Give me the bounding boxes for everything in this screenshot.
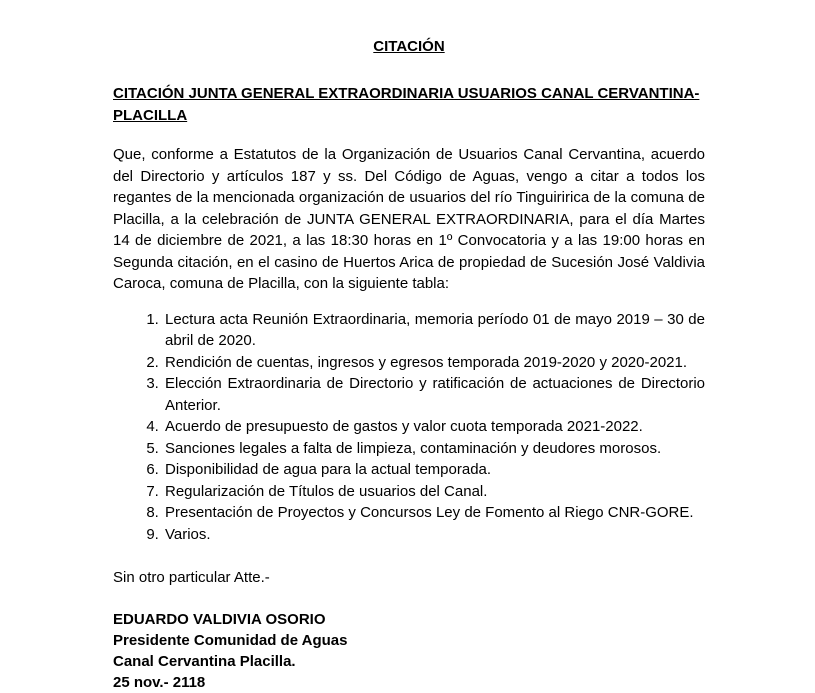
signature-organization: Canal Cervantina Placilla. [113, 653, 296, 670]
closing-line: Sin otro particular Atte.- [113, 569, 270, 586]
body-paragraph: Que, conforme a Estatutos de la Organización de Usuarios Canal Cervantina, acuerdo del Directorio y artículos 187 y ss. Del Código de Aguas, vengo a citar a todos los regantes de la mencionada organización de usuarios del río Tinguiririca de la comuna de Placilla, a la celebración de JUNTA GENERAL EXTRAORDINARIA, para el día Martes 14 de diciembre de 2021, a las 18:30 horas en 1º Convocatoria y a las 19:00 horas en Segunda citación, en el casino de Huertos Arica de propiedad de Sucesión José Valdivia Caroca, comuna de Placilla, con la siguiente tabla: [113, 146, 705, 292]
agenda-item-6: 6. Disponibilidad de agua para la actual temporada. [163, 459, 705, 481]
document-title: CITACIÓN [373, 38, 445, 55]
signature-role: Presidente Comunidad de Aguas [113, 632, 348, 649]
agenda-item-3: 3. Elección Extraordinaria de Directorio y ratificación de actuaciones de Directorio Anterior. [163, 373, 705, 416]
agenda-item-5: 5. Sanciones legales a falta de limpieza, contaminación y deudores morosos. [163, 438, 705, 460]
signature-date: 25 nov.- 2118 [113, 674, 206, 691]
agenda-list [113, 309, 705, 546]
document-heading: CITACIÓN JUNTA GENERAL EXTRAORDINARIA USUARIOS CANAL CERVANTINA-PLACILLA [113, 85, 700, 124]
agenda-item-8: 8. Presentación de Proyectos y Concursos Ley de Fomento al Riego CNR-GORE. [163, 502, 705, 524]
agenda-item-4: 4. Acuerdo de presupuesto de gastos y valor cuota temporada 2021-2022. [163, 416, 705, 438]
signature-block [113, 609, 705, 693]
agenda-item-1: 1. Lectura acta Reunión Extraordinaria, memoria período 01 de mayo 2019 – 30 de abril de 2020. [163, 309, 705, 352]
agenda-item-2: 2. Rendición de cuentas, ingresos y egresos temporada 2019-2020 y 2020-2021. [163, 352, 705, 374]
agenda-item-9: 9. Varios. [163, 524, 705, 546]
agenda-item-7: 7. Regularización de Títulos de usuarios del Canal. [163, 481, 705, 503]
signature-name: EDUARDO VALDIVIA OSORIO [113, 611, 326, 628]
